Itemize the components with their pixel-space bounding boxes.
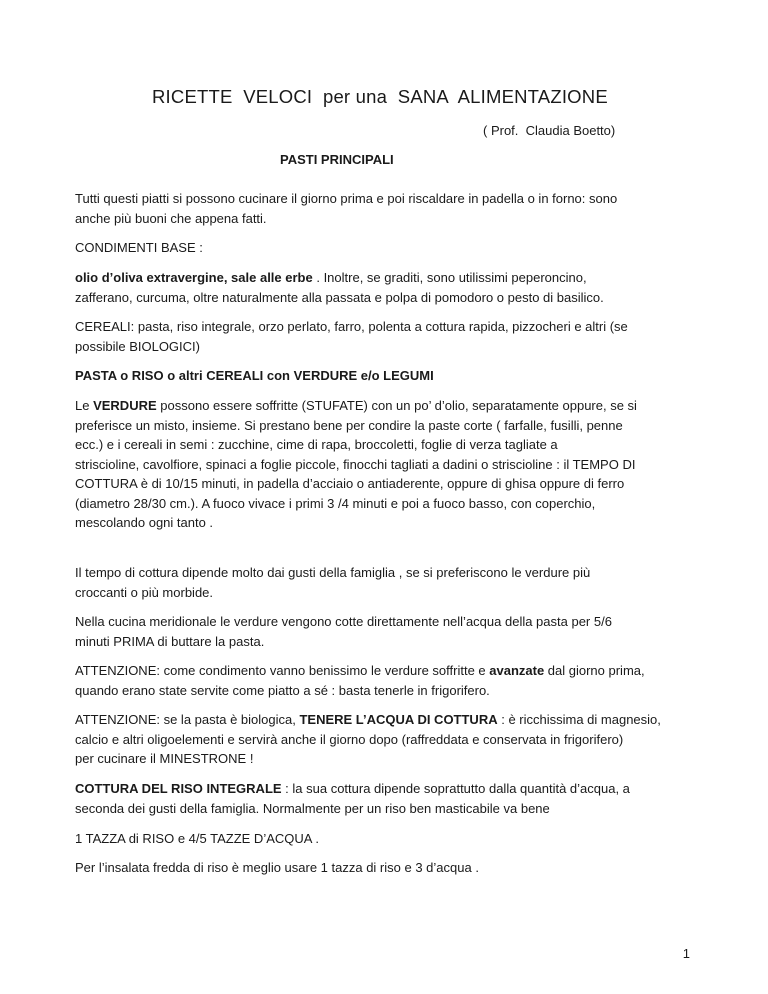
paragraph-tempo-cottura: Il tempo di cottura dipende molto dai gusti della famiglia , se si preferiscono le verdure più croccanti o più morbide. xyxy=(75,565,591,600)
paragraph-tazza-riso: 1 TAZZA di RISO e 4/5 TAZZE D’ACQUA . xyxy=(75,831,319,846)
author-line: ( Prof. Claudia Boetto) xyxy=(483,123,616,138)
bold-text: VERDURE xyxy=(93,398,157,413)
page-number: 1 xyxy=(682,946,690,961)
document-title: RICETTE VELOCI per una SANA ALIMENTAZIONE xyxy=(152,86,608,107)
paragraph-condimenti xyxy=(75,268,715,307)
paragraph-cucina-meridionale: Nella cucina meridionale le verdure vengono cotte direttamente nell’acqua della pasta per 5/6 minuti PRIMA di buttare la pasta. xyxy=(75,614,612,649)
paragraph-text: possono essere soffritte (STUFATE) con un po’ d’olio, separatamente oppure, se si preferisce un misto, insieme. Si prestano bene per condire la paste corte ( farfalle, fusilli, penne ecc.) e i cereali in semi : zucchine, cime di rapa, broccoletti, foglie di verza tagliate a striscioline, cavolfiore, spinaci a foglie piccole, finocchi tagliati a dadini o striscioline : il TEMPO DI COTTURA è di 10/15 minuti, in padella d’acciaio o antiaderente, oppure di ghisa oppure di ferro (diametro 28/30 cm.). A fuoco vivace i primi 3 /4 minuti e poi a fuoco basso, con coperchio, mescolando ogni tanto . xyxy=(75,398,637,530)
paragraph-cereali: CEREALI: pasta, riso integrale, orzo perlato, farro, polenta a cottura rapida, pizzocheri e altri (se possibile BIOLOGICI) xyxy=(75,319,628,354)
paragraph-attenzione-2 xyxy=(75,710,715,769)
paragraph-text: dal giorno prima, quando erano state servite come piatto a sé : basta tenerle in frigorifero. xyxy=(75,663,645,698)
subheading-pasta-riso: PASTA o RISO o altri CEREALI con VERDURE e/o LEGUMI xyxy=(75,368,434,383)
paragraph-text: ATTENZIONE: se la pasta è biologica, xyxy=(75,712,300,727)
paragraph-insalata-fredda: Per l’insalata fredda di riso è meglio usare 1 tazza di riso e 3 d’acqua . xyxy=(75,860,479,875)
paragraph-attenzione-1 xyxy=(75,661,715,700)
paragraph-condimenti-heading: CONDIMENTI BASE : xyxy=(75,240,203,255)
bold-text: TENERE L’ACQUA DI COTTURA xyxy=(299,712,498,727)
paragraph-text: : è ricchissima di magnesio, calcio e altri oligoelementi e servirà anche il giorno dopo (raffreddata e conservata in frigorifero) per cucinare il MINESTRONE ! xyxy=(75,712,661,766)
paragraph-text: . Inoltre, se graditi, sono utilissimi peperoncino, zafferano, curcuma, oltre naturalmente alla passata e polpa di pomodoro o pesto di basilico. xyxy=(75,270,604,305)
bold-text: olio d’oliva extravergine, sale alle erbe xyxy=(75,270,313,285)
section-heading: PASTI PRINCIPALI xyxy=(280,152,394,167)
paragraph-riso-integrale xyxy=(75,779,715,818)
bold-text: COTTURA DEL RISO INTEGRALE xyxy=(75,781,282,796)
paragraph-verdure xyxy=(75,396,715,533)
paragraph-text: : la sua cottura dipende soprattutto dalla quantità d’acqua, a seconda dei gusti della famiglia. Normalmente per un riso ben masticabile va bene xyxy=(75,781,630,816)
paragraph-text: Le xyxy=(75,398,94,413)
bold-text: avanzate xyxy=(489,663,545,678)
paragraph-intro: Tutti questi piatti si possono cucinare il giorno prima e poi riscaldare in padella o in forno: sono anche più buoni che appena fatti. xyxy=(75,191,618,226)
paragraph-text: ATTENZIONE: come condimento vanno benissimo le verdure soffritte e xyxy=(75,663,490,678)
